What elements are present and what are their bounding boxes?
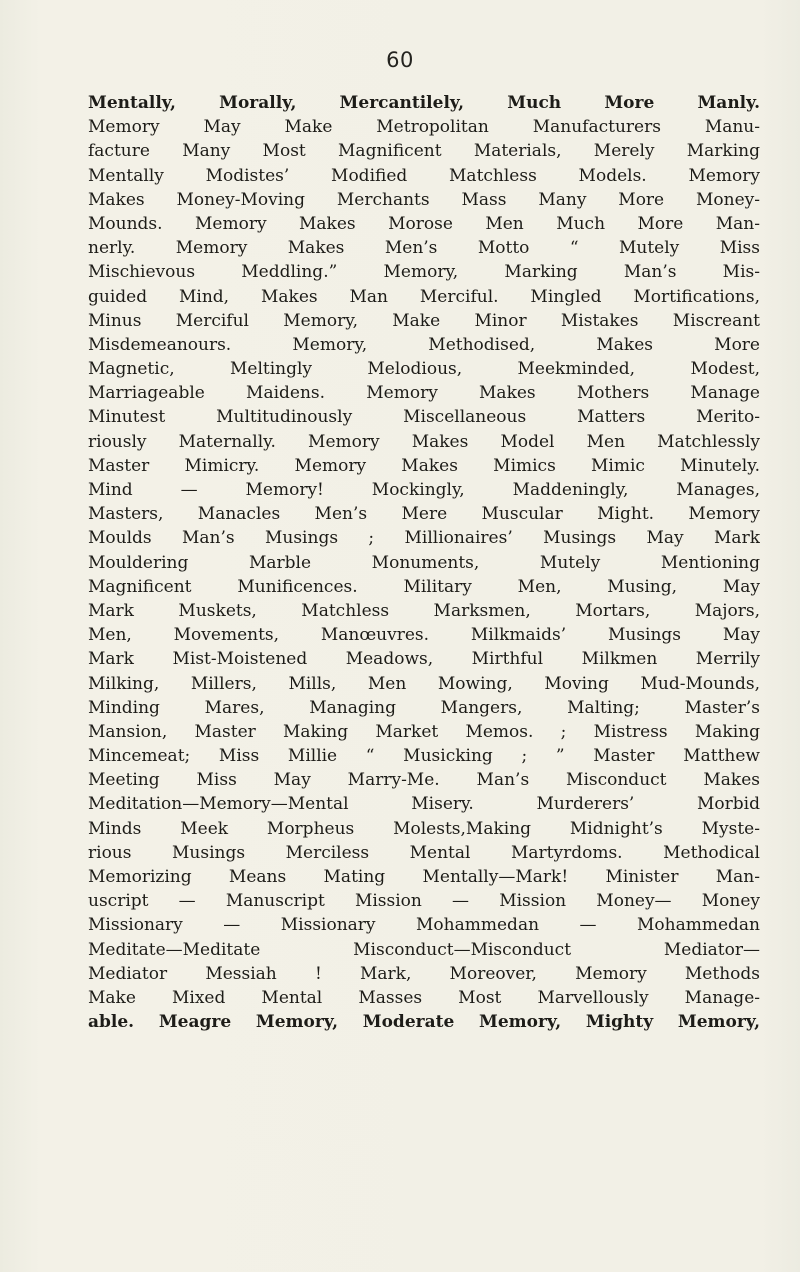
- text-line: Minutest Multitudinously Miscellaneous Matters Merito-: [88, 407, 760, 428]
- text-line: Meditation—Memory—Mental Misery. Murderers’ Morbid: [88, 794, 760, 815]
- text-line: Marriageable Maidens. Memory Makes Mothers Manage: [88, 383, 760, 404]
- text-line: Minding Mares, Managing Mangers, Malting; Master’s: [88, 697, 760, 718]
- text-line: Mouldering Marble Monuments, Mutely Mentioning: [88, 552, 760, 573]
- text-line: able. Meagre Memory, Moderate Memory, Mighty Memory,: [88, 1012, 760, 1033]
- text-line: Mentally Modistes’ Modified Matchless Models. Memory: [88, 165, 760, 186]
- text-line: Meeting Miss May Marry-Me. Man’s Misconduct Makes: [88, 770, 760, 791]
- text-line: Men, Movements, Manœuvres. Milkmaids’ Musings May: [88, 625, 760, 646]
- text-line: Mansion, Master Making Market Memos. ; Mistress Making: [88, 721, 760, 742]
- text-line: Masters, Manacles Men’s Mere Muscular Might. Memory: [88, 504, 760, 525]
- text-line: uscript — Manuscript Mission — Mission Money— Money: [88, 891, 760, 912]
- text-line: nerly. Memory Makes Men’s Motto “ Mutely Miss: [88, 238, 760, 259]
- text-line: Make Mixed Mental Masses Most Marvellously Manage-: [88, 987, 760, 1008]
- text-line: Mind — Memory! Mockingly, Maddeningly, Manages,: [88, 480, 760, 500]
- text-line: Mark Mist-Moistened Meadows, Mirthful Milkmen Merrily: [88, 649, 760, 670]
- text-line: Mounds. Memory Makes Morose Men Much More Man-: [88, 213, 760, 234]
- text-line: riously Maternally. Memory Makes Model Men Matchlessly: [88, 431, 760, 452]
- text-line: Magnificent Munificences. Military Men, Musing, May: [88, 576, 760, 597]
- text-line: Meditate—Meditate Misconduct—Misconduct Mediator—: [88, 939, 760, 960]
- text-line: Missionary — Missionary Mohammedan — Mohammedan: [88, 915, 760, 936]
- text-line: Mischievous Meddling.” Memory, Marking Man’s Mis-: [88, 262, 760, 283]
- text-line: facture Many Most Magnificent Materials, Merely Marking: [88, 141, 760, 162]
- text-line: guided Mind, Makes Man Merciful. Mingled Mortifications,: [88, 286, 760, 307]
- text-line: Master Mimicry. Memory Makes Mimics Mimic Minutely.: [88, 455, 760, 476]
- body-text: [88, 91, 760, 1034]
- text-line: Magnetic, Meltingly Melodious, Meekminded, Modest,: [88, 359, 760, 380]
- text-line: Milking, Millers, Mills, Men Mowing, Moving Mud-Mounds,: [88, 673, 760, 694]
- text-line: Minds Meek Morpheus Molests,Making Midnight’s Myste-: [88, 818, 760, 839]
- page-number: 60: [386, 48, 414, 72]
- text-line: Mediator Messiah ! Mark, Moreover, Memory Methods: [88, 963, 760, 984]
- text-line: rious Musings Merciless Mental Martyrdoms. Methodical: [88, 842, 760, 863]
- text-line: Mentally, Morally, Mercantilely, Much More Manly.: [88, 93, 760, 113]
- text-line: Makes Money-Moving Merchants Mass Many More Money-: [88, 189, 760, 210]
- text-line: Mincemeat; Miss Millie “ Musicking ; ” Master Matthew: [88, 746, 760, 767]
- text-line: Moulds Man’s Musings ; Millionaires’ Musings May Mark: [88, 528, 760, 549]
- text-line: Misdemeanours. Memory, Methodised, Makes More: [88, 334, 760, 355]
- text-line: Memorizing Means Mating Mentally—Mark! Minister Man-: [88, 867, 760, 887]
- text-line: Mark Muskets, Matchless Marksmen, Mortars, Majors,: [88, 600, 760, 621]
- text-line: Minus Merciful Memory, Make Minor Mistakes Miscreant: [88, 310, 760, 331]
- text-line: Memory May Make Metropolitan Manufacturers Manu-: [88, 117, 760, 138]
